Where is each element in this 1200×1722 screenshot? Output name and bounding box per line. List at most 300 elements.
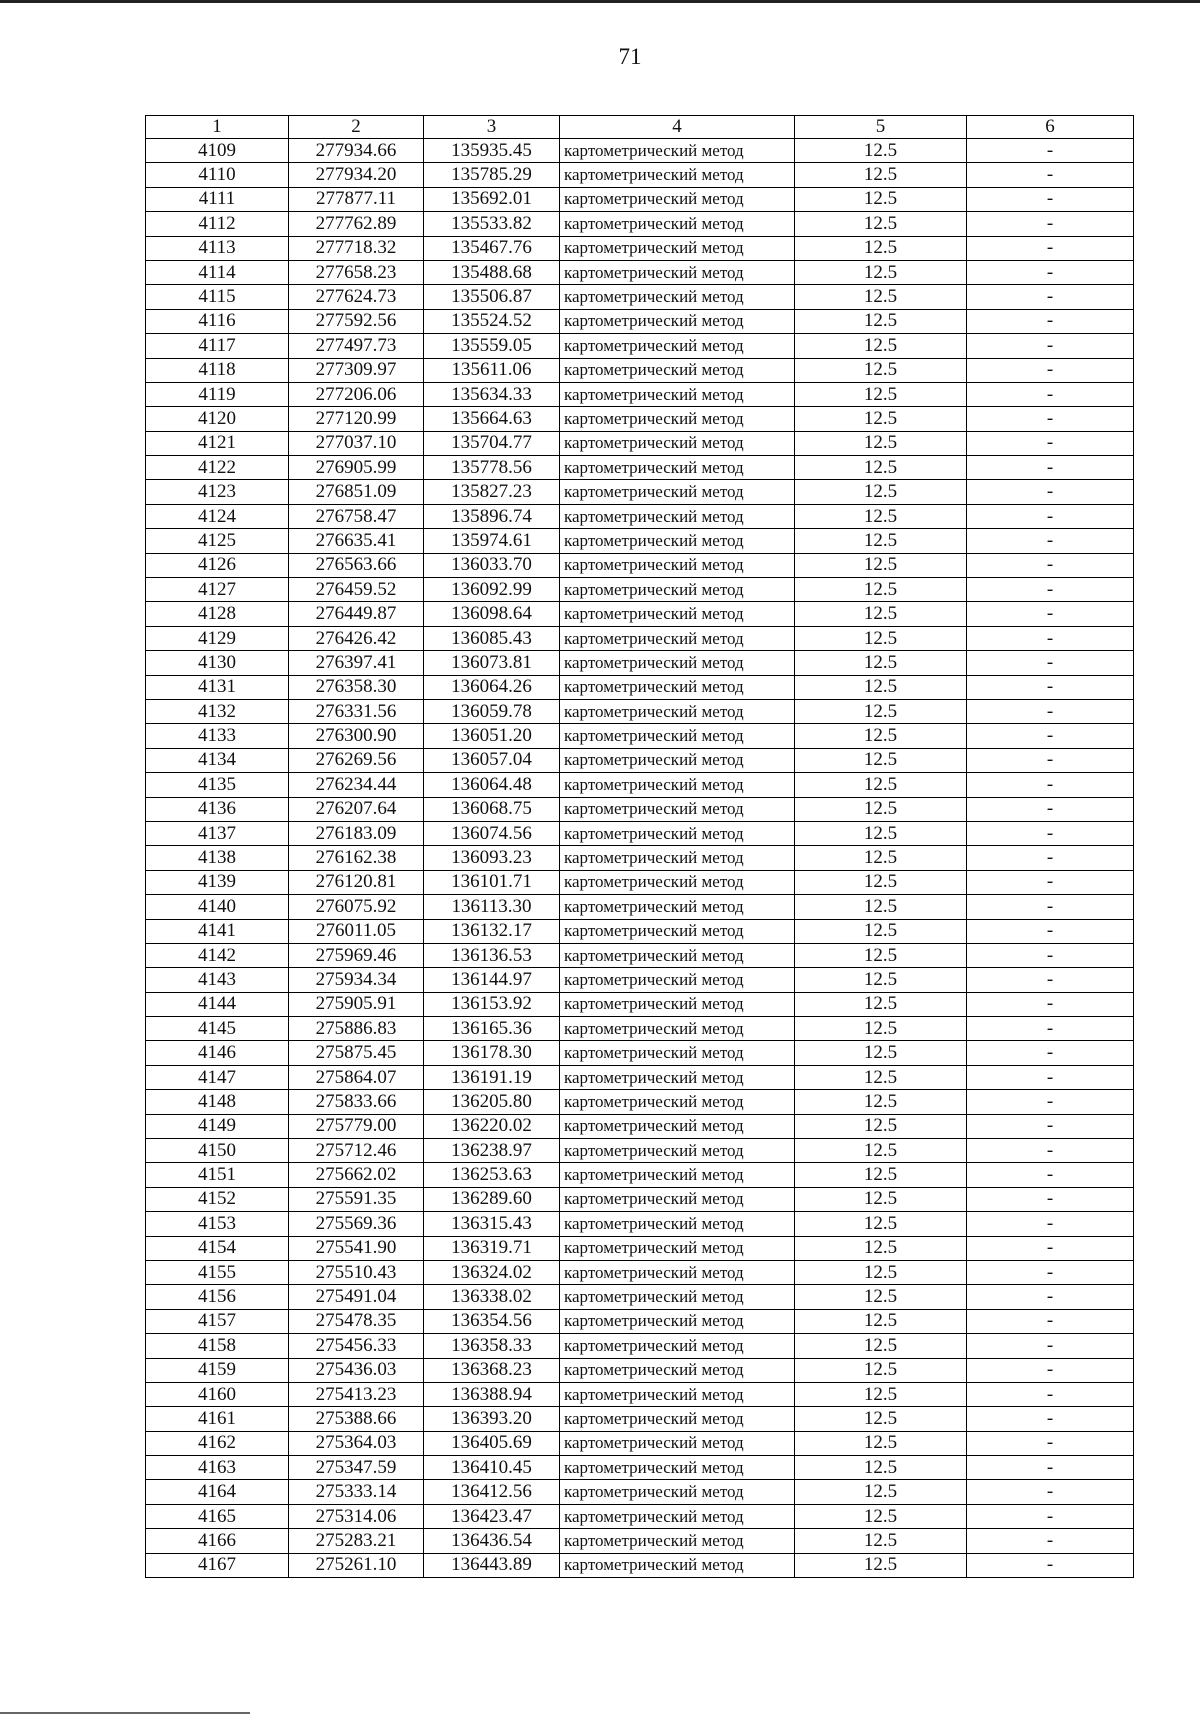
table-row bbox=[146, 1260, 1134, 1284]
table-row bbox=[146, 578, 1134, 602]
cell-point-number: 4136 bbox=[146, 797, 289, 821]
cell-method: картометрический метод bbox=[560, 651, 795, 675]
cell-accuracy: 12.5 bbox=[795, 773, 967, 797]
cell-accuracy: 12.5 bbox=[795, 1260, 967, 1284]
cell-y-coordinate: 136324.02 bbox=[424, 1260, 560, 1284]
cell-note: - bbox=[967, 1017, 1134, 1041]
cell-method: картометрический метод bbox=[560, 309, 795, 333]
cell-method: картометрический метод bbox=[560, 1187, 795, 1211]
cell-x-coordinate: 276183.09 bbox=[289, 821, 424, 845]
cell-point-number: 4155 bbox=[146, 1260, 289, 1284]
table-row bbox=[146, 1163, 1134, 1187]
cell-point-number: 4163 bbox=[146, 1456, 289, 1480]
table-row bbox=[146, 1212, 1134, 1236]
cell-method: картометрический метод bbox=[560, 1139, 795, 1163]
cell-y-coordinate: 135506.87 bbox=[424, 285, 560, 309]
table-row bbox=[146, 1504, 1134, 1528]
cell-note: - bbox=[967, 431, 1134, 455]
cell-point-number: 4167 bbox=[146, 1553, 289, 1577]
cell-point-number: 4142 bbox=[146, 943, 289, 967]
cell-note: - bbox=[967, 1285, 1134, 1309]
table-row bbox=[146, 699, 1134, 723]
cell-method: картометрический метод bbox=[560, 504, 795, 528]
table-row bbox=[146, 529, 1134, 553]
cell-y-coordinate: 135533.82 bbox=[424, 212, 560, 236]
column-header-6: 6 bbox=[967, 116, 1134, 139]
cell-accuracy: 12.5 bbox=[795, 236, 967, 260]
cell-accuracy: 12.5 bbox=[795, 626, 967, 650]
cell-point-number: 4166 bbox=[146, 1529, 289, 1553]
table-row bbox=[146, 212, 1134, 236]
cell-note: - bbox=[967, 1309, 1134, 1333]
cell-point-number: 4122 bbox=[146, 456, 289, 480]
cell-method: картометрический метод bbox=[560, 895, 795, 919]
cell-y-coordinate: 135488.68 bbox=[424, 260, 560, 284]
cell-y-coordinate: 136064.48 bbox=[424, 773, 560, 797]
cell-method: картометрический метод bbox=[560, 1456, 795, 1480]
cell-point-number: 4114 bbox=[146, 260, 289, 284]
cell-y-coordinate: 136205.80 bbox=[424, 1090, 560, 1114]
cell-accuracy: 12.5 bbox=[795, 1407, 967, 1431]
cell-x-coordinate: 275886.83 bbox=[289, 1017, 424, 1041]
cell-y-coordinate: 136098.64 bbox=[424, 602, 560, 626]
cell-point-number: 4117 bbox=[146, 334, 289, 358]
cell-point-number: 4137 bbox=[146, 821, 289, 845]
cell-y-coordinate: 136358.33 bbox=[424, 1334, 560, 1358]
cell-accuracy: 12.5 bbox=[795, 943, 967, 967]
cell-x-coordinate: 275314.06 bbox=[289, 1504, 424, 1528]
cell-accuracy: 12.5 bbox=[795, 1334, 967, 1358]
table-row bbox=[146, 285, 1134, 309]
cell-accuracy: 12.5 bbox=[795, 797, 967, 821]
cell-accuracy: 12.5 bbox=[795, 1309, 967, 1333]
table-row bbox=[146, 675, 1134, 699]
cell-note: - bbox=[967, 1065, 1134, 1089]
cell-x-coordinate: 276162.38 bbox=[289, 846, 424, 870]
cell-y-coordinate: 135634.33 bbox=[424, 382, 560, 406]
cell-point-number: 4119 bbox=[146, 382, 289, 406]
cell-accuracy: 12.5 bbox=[795, 139, 967, 163]
cell-y-coordinate: 136101.71 bbox=[424, 870, 560, 894]
cell-method: картометрический метод bbox=[560, 1334, 795, 1358]
cell-y-coordinate: 136064.26 bbox=[424, 675, 560, 699]
cell-y-coordinate: 135896.74 bbox=[424, 504, 560, 528]
cell-method: картометрический метод bbox=[560, 553, 795, 577]
cell-point-number: 4124 bbox=[146, 504, 289, 528]
cell-method: картометрический метод bbox=[560, 797, 795, 821]
cell-y-coordinate: 136289.60 bbox=[424, 1187, 560, 1211]
cell-note: - bbox=[967, 1212, 1134, 1236]
cell-accuracy: 12.5 bbox=[795, 1431, 967, 1455]
column-header-4: 4 bbox=[560, 116, 795, 139]
cell-x-coordinate: 275333.14 bbox=[289, 1480, 424, 1504]
cell-y-coordinate: 136074.56 bbox=[424, 821, 560, 845]
table-row bbox=[146, 1480, 1134, 1504]
table-row bbox=[146, 968, 1134, 992]
cell-x-coordinate: 275261.10 bbox=[289, 1553, 424, 1577]
cell-point-number: 4130 bbox=[146, 651, 289, 675]
cell-note: - bbox=[967, 797, 1134, 821]
table-row bbox=[146, 1407, 1134, 1431]
cell-accuracy: 12.5 bbox=[795, 895, 967, 919]
cell-point-number: 4157 bbox=[146, 1309, 289, 1333]
cell-note: - bbox=[967, 724, 1134, 748]
cell-method: картометрический метод bbox=[560, 675, 795, 699]
cell-accuracy: 12.5 bbox=[795, 675, 967, 699]
cell-y-coordinate: 135524.52 bbox=[424, 309, 560, 333]
cell-y-coordinate: 136220.02 bbox=[424, 1114, 560, 1138]
column-header-5: 5 bbox=[795, 116, 967, 139]
cell-method: картометрический метод bbox=[560, 943, 795, 967]
cell-point-number: 4149 bbox=[146, 1114, 289, 1138]
cell-point-number: 4116 bbox=[146, 309, 289, 333]
table-row bbox=[146, 626, 1134, 650]
cell-y-coordinate: 135467.76 bbox=[424, 236, 560, 260]
cell-accuracy: 12.5 bbox=[795, 529, 967, 553]
cell-y-coordinate: 136423.47 bbox=[424, 1504, 560, 1528]
cell-method: картометрический метод bbox=[560, 1163, 795, 1187]
cell-note: - bbox=[967, 1139, 1134, 1163]
cell-note: - bbox=[967, 1407, 1134, 1431]
table-row bbox=[146, 748, 1134, 772]
table-row bbox=[146, 919, 1134, 943]
table-row bbox=[146, 1139, 1134, 1163]
cell-y-coordinate: 136051.20 bbox=[424, 724, 560, 748]
cell-y-coordinate: 136033.70 bbox=[424, 553, 560, 577]
cell-y-coordinate: 135785.29 bbox=[424, 163, 560, 187]
table-row bbox=[146, 895, 1134, 919]
cell-note: - bbox=[967, 748, 1134, 772]
cell-y-coordinate: 136144.97 bbox=[424, 968, 560, 992]
cell-accuracy: 12.5 bbox=[795, 1139, 967, 1163]
cell-x-coordinate: 277877.11 bbox=[289, 187, 424, 211]
cell-point-number: 4159 bbox=[146, 1358, 289, 1382]
table-row bbox=[146, 821, 1134, 845]
cell-note: - bbox=[967, 1114, 1134, 1138]
cell-accuracy: 12.5 bbox=[795, 724, 967, 748]
cell-note: - bbox=[967, 504, 1134, 528]
cell-accuracy: 12.5 bbox=[795, 1358, 967, 1382]
cell-accuracy: 12.5 bbox=[795, 260, 967, 284]
cell-x-coordinate: 275864.07 bbox=[289, 1065, 424, 1089]
cell-note: - bbox=[967, 699, 1134, 723]
cell-point-number: 4109 bbox=[146, 139, 289, 163]
cell-point-number: 4132 bbox=[146, 699, 289, 723]
cell-note: - bbox=[967, 675, 1134, 699]
cell-method: картометрический метод bbox=[560, 1382, 795, 1406]
cell-x-coordinate: 277624.73 bbox=[289, 285, 424, 309]
cell-accuracy: 12.5 bbox=[795, 456, 967, 480]
table-row bbox=[146, 602, 1134, 626]
cell-method: картометрический метод bbox=[560, 919, 795, 943]
cell-point-number: 4121 bbox=[146, 431, 289, 455]
cell-point-number: 4112 bbox=[146, 212, 289, 236]
cell-note: - bbox=[967, 1187, 1134, 1211]
cell-point-number: 4135 bbox=[146, 773, 289, 797]
cell-x-coordinate: 276397.41 bbox=[289, 651, 424, 675]
cell-point-number: 4111 bbox=[146, 187, 289, 211]
table-row bbox=[146, 139, 1134, 163]
cell-point-number: 4141 bbox=[146, 919, 289, 943]
cell-note: - bbox=[967, 1163, 1134, 1187]
cell-note: - bbox=[967, 163, 1134, 187]
table-row bbox=[146, 334, 1134, 358]
cell-method: картометрический метод bbox=[560, 236, 795, 260]
cell-method: картометрический метод bbox=[560, 285, 795, 309]
cell-y-coordinate: 136338.02 bbox=[424, 1285, 560, 1309]
cell-point-number: 4139 bbox=[146, 870, 289, 894]
cell-accuracy: 12.5 bbox=[795, 1236, 967, 1260]
table-row bbox=[146, 187, 1134, 211]
cell-y-coordinate: 135827.23 bbox=[424, 480, 560, 504]
cell-point-number: 4162 bbox=[146, 1431, 289, 1455]
cell-point-number: 4110 bbox=[146, 163, 289, 187]
table-row bbox=[146, 1065, 1134, 1089]
cell-note: - bbox=[967, 1431, 1134, 1455]
bottom-scan-line bbox=[0, 1712, 250, 1714]
cell-accuracy: 12.5 bbox=[795, 1553, 967, 1577]
cell-point-number: 4127 bbox=[146, 578, 289, 602]
cell-note: - bbox=[967, 1334, 1134, 1358]
cell-x-coordinate: 275541.90 bbox=[289, 1236, 424, 1260]
cell-point-number: 4153 bbox=[146, 1212, 289, 1236]
coordinates-table bbox=[145, 115, 1134, 1578]
cell-x-coordinate: 277718.32 bbox=[289, 236, 424, 260]
cell-y-coordinate: 135778.56 bbox=[424, 456, 560, 480]
cell-accuracy: 12.5 bbox=[795, 919, 967, 943]
cell-y-coordinate: 136057.04 bbox=[424, 748, 560, 772]
cell-note: - bbox=[967, 773, 1134, 797]
table-row bbox=[146, 309, 1134, 333]
table-row bbox=[146, 992, 1134, 1016]
cell-x-coordinate: 277934.20 bbox=[289, 163, 424, 187]
cell-y-coordinate: 135704.77 bbox=[424, 431, 560, 455]
cell-note: - bbox=[967, 480, 1134, 504]
cell-accuracy: 12.5 bbox=[795, 1187, 967, 1211]
cell-y-coordinate: 135559.05 bbox=[424, 334, 560, 358]
cell-x-coordinate: 276459.52 bbox=[289, 578, 424, 602]
cell-method: картометрический метод bbox=[560, 699, 795, 723]
cell-x-coordinate: 275969.46 bbox=[289, 943, 424, 967]
cell-note: - bbox=[967, 602, 1134, 626]
cell-note: - bbox=[967, 943, 1134, 967]
cell-point-number: 4148 bbox=[146, 1090, 289, 1114]
cell-accuracy: 12.5 bbox=[795, 358, 967, 382]
cell-accuracy: 12.5 bbox=[795, 1017, 967, 1041]
cell-accuracy: 12.5 bbox=[795, 163, 967, 187]
cell-point-number: 4145 bbox=[146, 1017, 289, 1041]
cell-accuracy: 12.5 bbox=[795, 1114, 967, 1138]
table-row bbox=[146, 1285, 1134, 1309]
cell-x-coordinate: 275364.03 bbox=[289, 1431, 424, 1455]
cell-note: - bbox=[967, 1553, 1134, 1577]
cell-method: картометрический метод bbox=[560, 1065, 795, 1089]
cell-note: - bbox=[967, 285, 1134, 309]
table-row bbox=[146, 236, 1134, 260]
cell-accuracy: 12.5 bbox=[795, 1285, 967, 1309]
cell-x-coordinate: 275591.35 bbox=[289, 1187, 424, 1211]
cell-y-coordinate: 136410.45 bbox=[424, 1456, 560, 1480]
table-row bbox=[146, 1553, 1134, 1577]
cell-x-coordinate: 275569.36 bbox=[289, 1212, 424, 1236]
cell-method: картометрический метод bbox=[560, 382, 795, 406]
cell-method: картометрический метод bbox=[560, 187, 795, 211]
cell-x-coordinate: 275413.23 bbox=[289, 1382, 424, 1406]
cell-method: картометрический метод bbox=[560, 456, 795, 480]
cell-y-coordinate: 135974.61 bbox=[424, 529, 560, 553]
cell-accuracy: 12.5 bbox=[795, 309, 967, 333]
table-row bbox=[146, 1114, 1134, 1138]
cell-note: - bbox=[967, 358, 1134, 382]
cell-y-coordinate: 136388.94 bbox=[424, 1382, 560, 1406]
cell-point-number: 4113 bbox=[146, 236, 289, 260]
cell-accuracy: 12.5 bbox=[795, 1456, 967, 1480]
cell-method: картометрический метод bbox=[560, 846, 795, 870]
cell-accuracy: 12.5 bbox=[795, 651, 967, 675]
cell-accuracy: 12.5 bbox=[795, 699, 967, 723]
cell-x-coordinate: 277120.99 bbox=[289, 407, 424, 431]
cell-accuracy: 12.5 bbox=[795, 1212, 967, 1236]
cell-x-coordinate: 277762.89 bbox=[289, 212, 424, 236]
cell-y-coordinate: 136405.69 bbox=[424, 1431, 560, 1455]
cell-point-number: 4161 bbox=[146, 1407, 289, 1431]
cell-x-coordinate: 277309.97 bbox=[289, 358, 424, 382]
cell-note: - bbox=[967, 212, 1134, 236]
table-header bbox=[146, 116, 1134, 139]
cell-x-coordinate: 275283.21 bbox=[289, 1529, 424, 1553]
cell-note: - bbox=[967, 1236, 1134, 1260]
cell-accuracy: 12.5 bbox=[795, 504, 967, 528]
table-row bbox=[146, 163, 1134, 187]
cell-method: картометрический метод bbox=[560, 1041, 795, 1065]
cell-x-coordinate: 276635.41 bbox=[289, 529, 424, 553]
cell-accuracy: 12.5 bbox=[795, 1382, 967, 1406]
cell-point-number: 4118 bbox=[146, 358, 289, 382]
table-row bbox=[146, 1358, 1134, 1382]
cell-y-coordinate: 136178.30 bbox=[424, 1041, 560, 1065]
cell-x-coordinate: 277497.73 bbox=[289, 334, 424, 358]
cell-x-coordinate: 276758.47 bbox=[289, 504, 424, 528]
cell-x-coordinate: 276331.56 bbox=[289, 699, 424, 723]
cell-method: картометрический метод bbox=[560, 529, 795, 553]
cell-y-coordinate: 136191.19 bbox=[424, 1065, 560, 1089]
cell-note: - bbox=[967, 407, 1134, 431]
table-row bbox=[146, 1529, 1134, 1553]
cell-x-coordinate: 276075.92 bbox=[289, 895, 424, 919]
cell-point-number: 4131 bbox=[146, 675, 289, 699]
cell-y-coordinate: 136253.63 bbox=[424, 1163, 560, 1187]
column-header-2: 2 bbox=[289, 116, 424, 139]
cell-x-coordinate: 277037.10 bbox=[289, 431, 424, 455]
cell-method: картометрический метод bbox=[560, 1285, 795, 1309]
cell-method: картометрический метод bbox=[560, 163, 795, 187]
cell-y-coordinate: 136315.43 bbox=[424, 1212, 560, 1236]
cell-point-number: 4115 bbox=[146, 285, 289, 309]
cell-note: - bbox=[967, 1504, 1134, 1528]
cell-x-coordinate: 276449.87 bbox=[289, 602, 424, 626]
cell-accuracy: 12.5 bbox=[795, 846, 967, 870]
cell-accuracy: 12.5 bbox=[795, 578, 967, 602]
cell-method: картометрический метод bbox=[560, 358, 795, 382]
cell-y-coordinate: 136393.20 bbox=[424, 1407, 560, 1431]
cell-accuracy: 12.5 bbox=[795, 1480, 967, 1504]
cell-note: - bbox=[967, 309, 1134, 333]
cell-x-coordinate: 277934.66 bbox=[289, 139, 424, 163]
cell-method: картометрический метод bbox=[560, 821, 795, 845]
cell-point-number: 4164 bbox=[146, 1480, 289, 1504]
cell-accuracy: 12.5 bbox=[795, 968, 967, 992]
cell-note: - bbox=[967, 139, 1134, 163]
table-row bbox=[146, 943, 1134, 967]
cell-method: картометрический метод bbox=[560, 1407, 795, 1431]
cell-point-number: 4165 bbox=[146, 1504, 289, 1528]
table-row bbox=[146, 1236, 1134, 1260]
cell-accuracy: 12.5 bbox=[795, 1529, 967, 1553]
cell-y-coordinate: 136092.99 bbox=[424, 578, 560, 602]
cell-x-coordinate: 275934.34 bbox=[289, 968, 424, 992]
cell-method: картометрический метод bbox=[560, 1309, 795, 1333]
cell-x-coordinate: 275875.45 bbox=[289, 1041, 424, 1065]
cell-note: - bbox=[967, 1529, 1134, 1553]
cell-note: - bbox=[967, 626, 1134, 650]
cell-accuracy: 12.5 bbox=[795, 212, 967, 236]
cell-note: - bbox=[967, 1260, 1134, 1284]
cell-accuracy: 12.5 bbox=[795, 1504, 967, 1528]
cell-accuracy: 12.5 bbox=[795, 1090, 967, 1114]
cell-note: - bbox=[967, 870, 1134, 894]
cell-note: - bbox=[967, 895, 1134, 919]
cell-point-number: 4123 bbox=[146, 480, 289, 504]
cell-point-number: 4143 bbox=[146, 968, 289, 992]
table-row bbox=[146, 1456, 1134, 1480]
cell-method: картометрический метод bbox=[560, 1480, 795, 1504]
table-row bbox=[146, 407, 1134, 431]
table-row bbox=[146, 431, 1134, 455]
cell-method: картометрический метод bbox=[560, 626, 795, 650]
table-row bbox=[146, 1017, 1134, 1041]
cell-x-coordinate: 275436.03 bbox=[289, 1358, 424, 1382]
table-row bbox=[146, 1090, 1134, 1114]
cell-accuracy: 12.5 bbox=[795, 382, 967, 406]
cell-x-coordinate: 275779.00 bbox=[289, 1114, 424, 1138]
table-row bbox=[146, 1309, 1134, 1333]
cell-method: картометрический метод bbox=[560, 1431, 795, 1455]
cell-x-coordinate: 275388.66 bbox=[289, 1407, 424, 1431]
cell-note: - bbox=[967, 236, 1134, 260]
cell-y-coordinate: 136132.17 bbox=[424, 919, 560, 943]
cell-x-coordinate: 275347.59 bbox=[289, 1456, 424, 1480]
cell-method: картометрический метод bbox=[560, 407, 795, 431]
cell-point-number: 4144 bbox=[146, 992, 289, 1016]
cell-note: - bbox=[967, 968, 1134, 992]
cell-point-number: 4160 bbox=[146, 1382, 289, 1406]
cell-method: картометрический метод bbox=[560, 602, 795, 626]
cell-method: картометрический метод bbox=[560, 724, 795, 748]
cell-y-coordinate: 136443.89 bbox=[424, 1553, 560, 1577]
cell-note: - bbox=[967, 529, 1134, 553]
cell-accuracy: 12.5 bbox=[795, 821, 967, 845]
cell-point-number: 4152 bbox=[146, 1187, 289, 1211]
cell-note: - bbox=[967, 260, 1134, 284]
cell-x-coordinate: 276234.44 bbox=[289, 773, 424, 797]
cell-accuracy: 12.5 bbox=[795, 1041, 967, 1065]
cell-x-coordinate: 275833.66 bbox=[289, 1090, 424, 1114]
table-row bbox=[146, 480, 1134, 504]
table-row bbox=[146, 773, 1134, 797]
table-row bbox=[146, 651, 1134, 675]
cell-point-number: 4126 bbox=[146, 553, 289, 577]
cell-y-coordinate: 136368.23 bbox=[424, 1358, 560, 1382]
